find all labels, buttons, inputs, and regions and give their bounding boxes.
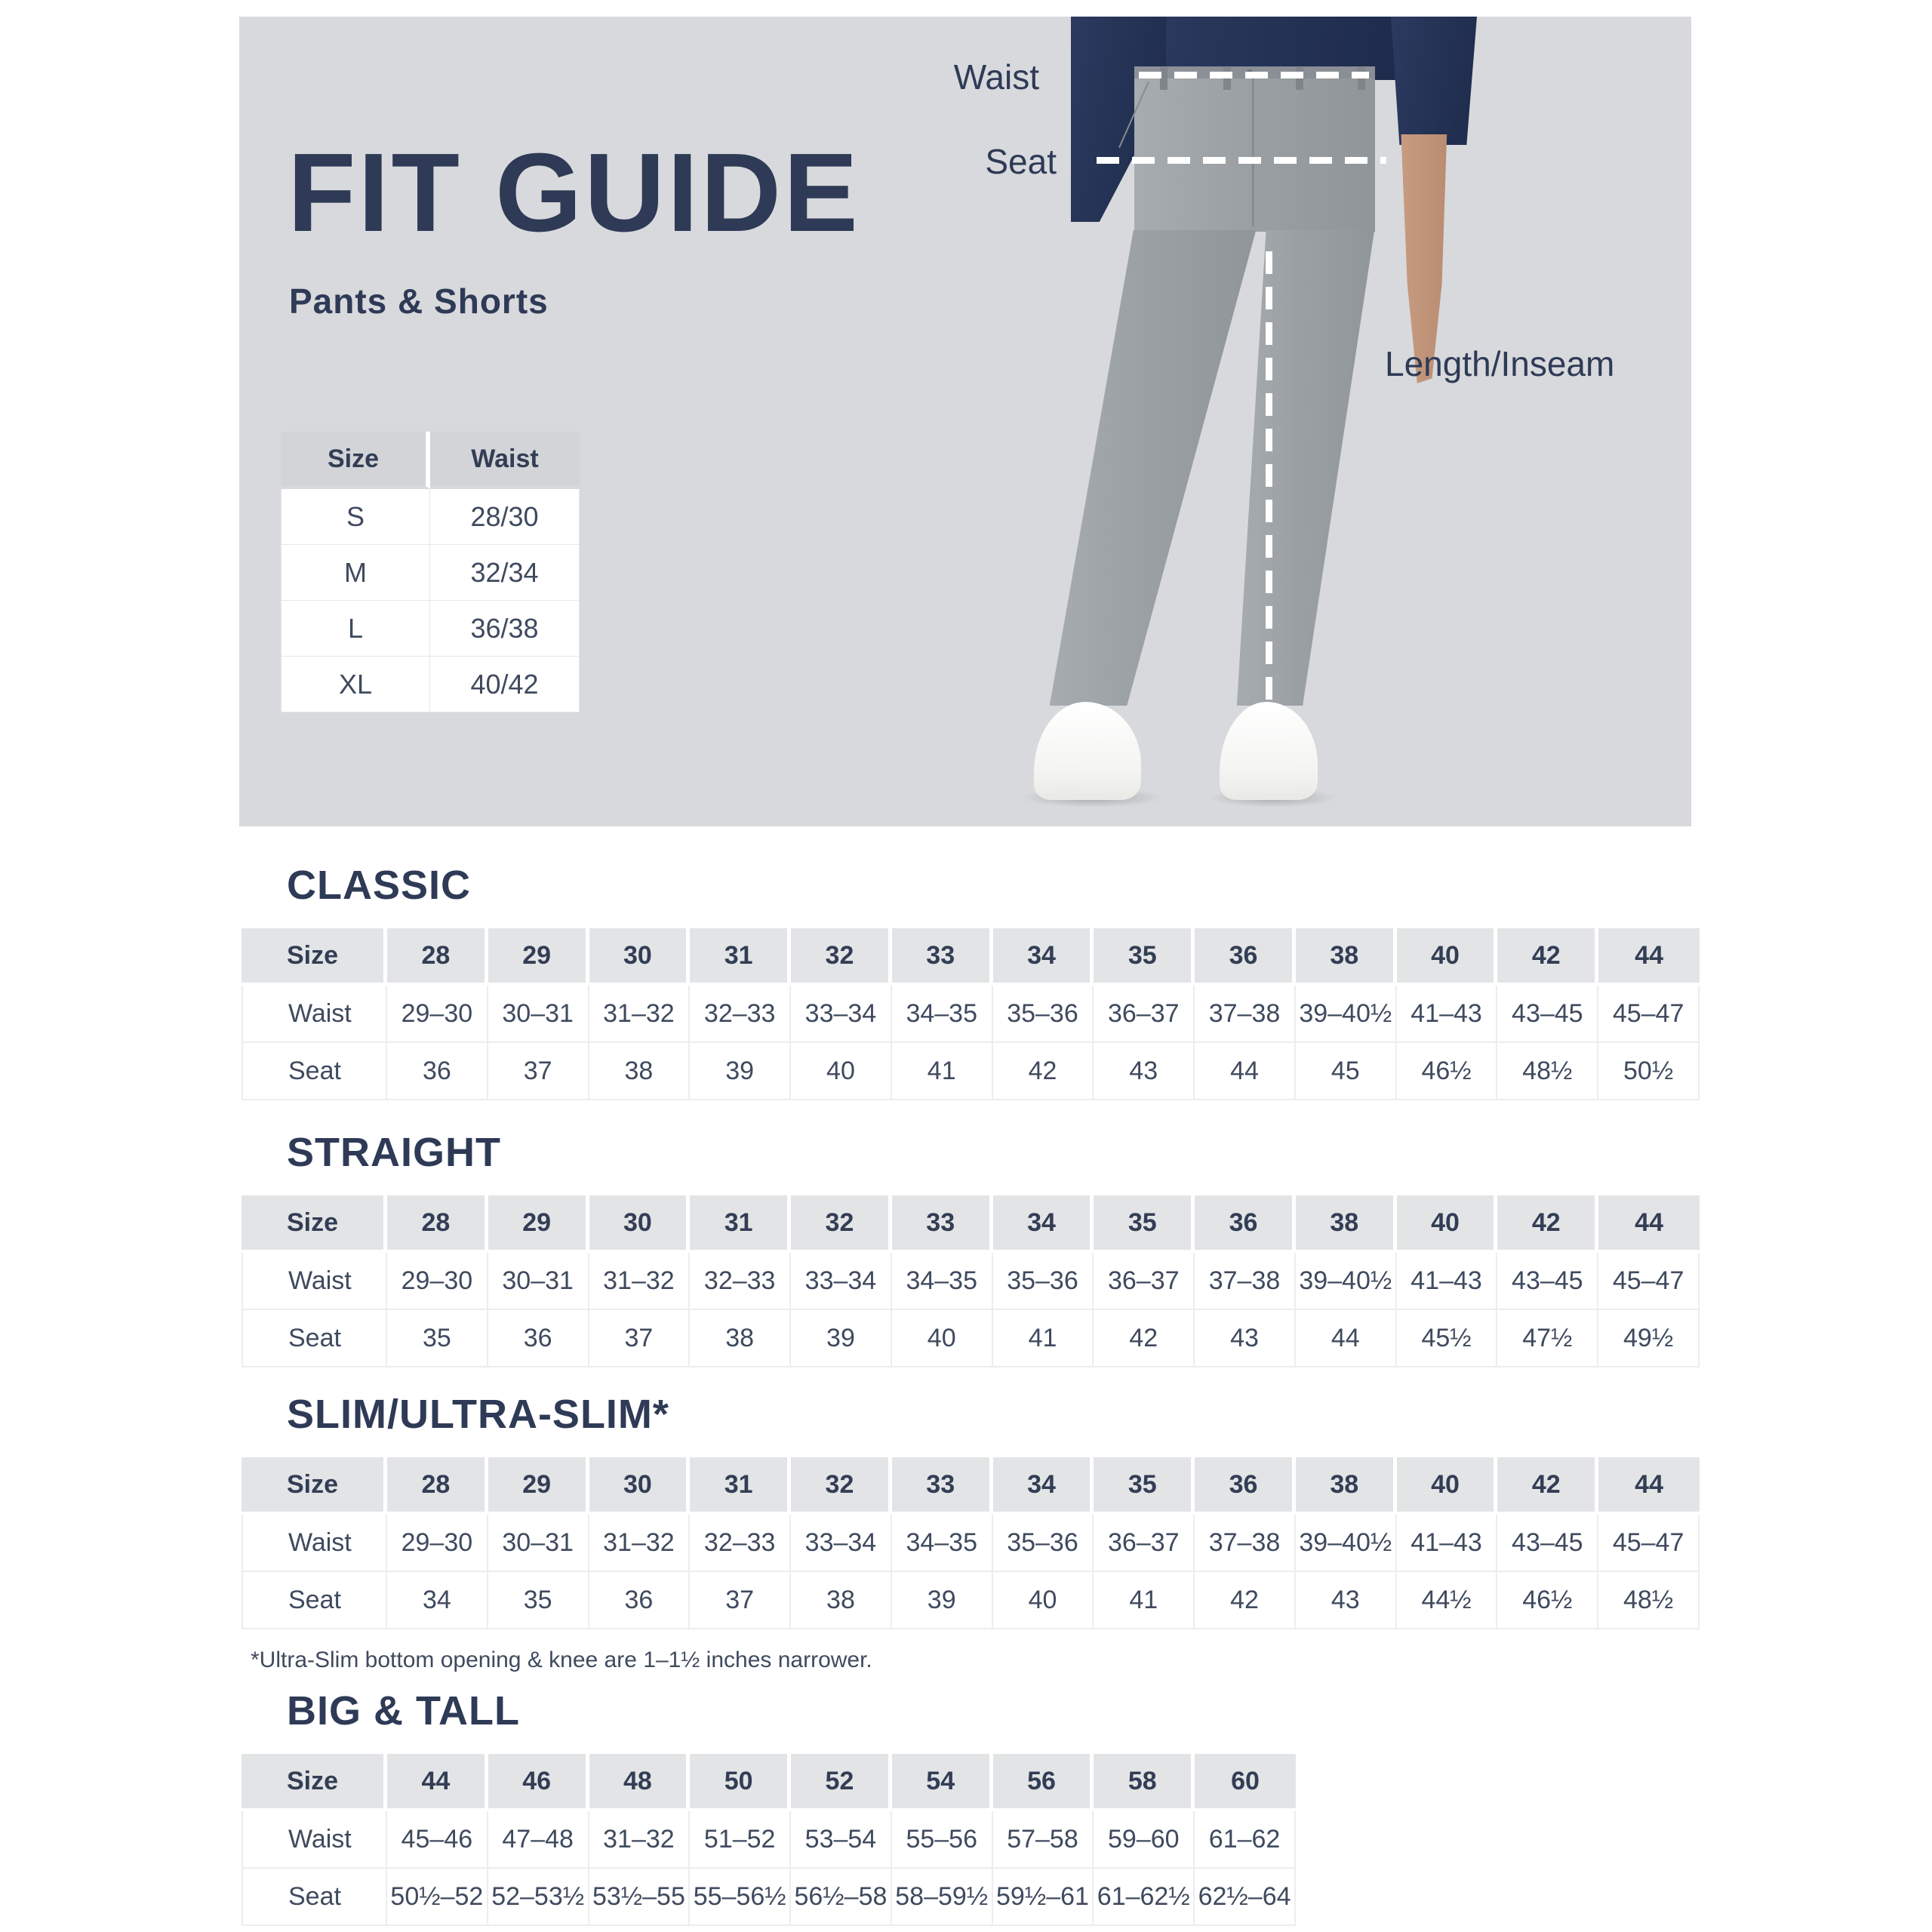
seat-cell: 42 bbox=[1094, 1310, 1195, 1367]
seat-cell: 43 bbox=[1296, 1572, 1397, 1629]
seat-cell: 44 bbox=[1296, 1310, 1397, 1367]
size-waist-header-cell: Size bbox=[281, 432, 430, 489]
size-row-label: Size bbox=[242, 1754, 387, 1811]
seat-cell: 39 bbox=[892, 1572, 993, 1629]
inseam-annotation-label: Length/Inseam bbox=[1385, 344, 1615, 383]
size-header-cell: 32 bbox=[791, 1195, 892, 1253]
size-header-cell: 31 bbox=[690, 1195, 791, 1253]
slim-ultra-slim-size-table bbox=[242, 1457, 1700, 1629]
size-header-cell: 34 bbox=[993, 1195, 1094, 1253]
section-straight bbox=[242, 1129, 1700, 1367]
waist-cell: 41–43 bbox=[1397, 1515, 1498, 1572]
size-header-cell: 34 bbox=[993, 928, 1094, 986]
size-header-cell: 36 bbox=[1195, 1195, 1296, 1253]
seat-cell: 36 bbox=[488, 1310, 589, 1367]
size-row-label: Size bbox=[242, 1195, 387, 1253]
size-header-cell: 35 bbox=[1094, 1457, 1195, 1515]
seat-row bbox=[242, 1043, 1700, 1100]
waist-cell: 33–34 bbox=[791, 1515, 892, 1572]
model-right-sleeve bbox=[1391, 17, 1477, 145]
model-left-leg bbox=[1045, 230, 1260, 706]
waist-cell: 37–38 bbox=[1195, 1253, 1296, 1310]
seat-cell: 50½ bbox=[1598, 1043, 1700, 1100]
seat-cell: 44½ bbox=[1397, 1572, 1498, 1629]
waist-cell: 39–40½ bbox=[1296, 986, 1397, 1043]
size-header-cell: 38 bbox=[1296, 928, 1397, 986]
seat-row-label: Seat bbox=[242, 1043, 387, 1100]
seat-cell: 61–62½ bbox=[1094, 1869, 1195, 1926]
belt-loop bbox=[1358, 67, 1365, 90]
section-title-big-and-tall: BIG & TALL bbox=[287, 1688, 520, 1734]
waist-row-label: Waist bbox=[242, 1253, 387, 1310]
seat-cell: 45 bbox=[1296, 1043, 1397, 1100]
seat-cell: 38 bbox=[589, 1043, 691, 1100]
seat-cell: 47½ bbox=[1497, 1310, 1598, 1367]
waist-cell: 39–40½ bbox=[1296, 1515, 1397, 1572]
seat-measure-line bbox=[1097, 157, 1386, 164]
size-value-cell: M bbox=[281, 545, 430, 601]
waist-cell: 31–32 bbox=[589, 1253, 691, 1310]
size-header-row bbox=[242, 1195, 1700, 1253]
seat-cell: 41 bbox=[892, 1043, 993, 1100]
size-header-cell: 44 bbox=[387, 1754, 488, 1811]
seat-cell: 43 bbox=[1195, 1310, 1296, 1367]
waist-cell: 36–37 bbox=[1094, 986, 1195, 1043]
size-header-cell: 28 bbox=[387, 1195, 488, 1253]
waist-cell: 36–37 bbox=[1094, 1253, 1195, 1310]
size-header-cell: 33 bbox=[892, 1195, 993, 1253]
waist-cell: 30–31 bbox=[488, 1515, 589, 1572]
size-waist-header-cell: Waist bbox=[430, 432, 580, 489]
size-header-cell: 30 bbox=[589, 928, 691, 986]
seat-cell: 49½ bbox=[1598, 1310, 1700, 1367]
waist-cell: 43–45 bbox=[1497, 1515, 1598, 1572]
size-header-cell: 32 bbox=[791, 1457, 892, 1515]
size-header-cell: 42 bbox=[1497, 928, 1598, 986]
size-header-row bbox=[242, 1754, 1296, 1811]
size-header-cell: 34 bbox=[993, 1457, 1094, 1515]
section-big-and-tall bbox=[242, 1687, 1296, 1926]
size-header-cell: 52 bbox=[791, 1754, 892, 1811]
seat-cell: 35 bbox=[488, 1572, 589, 1629]
seat-cell: 38 bbox=[690, 1310, 791, 1367]
seat-row bbox=[242, 1572, 1700, 1629]
size-header-cell: 29 bbox=[488, 1195, 589, 1253]
size-row-label: Size bbox=[242, 928, 387, 986]
measurement-table bbox=[242, 928, 1700, 1100]
seat-cell: 36 bbox=[589, 1572, 691, 1629]
classic-size-table bbox=[242, 928, 1700, 1100]
waist-cell: 33–34 bbox=[791, 986, 892, 1043]
seat-cell: 56½–58 bbox=[791, 1869, 892, 1926]
waist-cell: 53–54 bbox=[791, 1811, 892, 1869]
seat-row-label: Seat bbox=[242, 1310, 387, 1367]
waist-measure-line bbox=[1139, 72, 1369, 78]
waist-cell: 43–45 bbox=[1497, 986, 1598, 1043]
measurement-table bbox=[242, 1457, 1700, 1629]
size-value-cell: L bbox=[281, 601, 430, 657]
waist-value-cell: 28/30 bbox=[430, 489, 580, 545]
waist-cell: 36–37 bbox=[1094, 1515, 1195, 1572]
model-pants-hip bbox=[1134, 66, 1375, 232]
seat-cell: 48½ bbox=[1497, 1043, 1598, 1100]
size-header-cell: 46 bbox=[488, 1754, 589, 1811]
size-header-cell: 29 bbox=[488, 928, 589, 986]
seat-cell: 42 bbox=[993, 1043, 1094, 1100]
size-header-row bbox=[242, 1457, 1700, 1515]
size-header-cell: 28 bbox=[387, 928, 488, 986]
model-right-shoe bbox=[1220, 702, 1318, 800]
size-header-cell: 28 bbox=[387, 1457, 488, 1515]
waist-row bbox=[242, 1811, 1296, 1869]
waist-cell: 31–32 bbox=[589, 1515, 691, 1572]
seat-cell: 50½–52 bbox=[387, 1869, 488, 1926]
seat-cell: 53½–55 bbox=[589, 1869, 691, 1926]
size-header-cell: 42 bbox=[1497, 1195, 1598, 1253]
seat-cell: 62½–64 bbox=[1195, 1869, 1296, 1926]
seat-cell: 39 bbox=[690, 1043, 791, 1100]
size-header-cell: 30 bbox=[589, 1195, 691, 1253]
waist-cell: 47–48 bbox=[488, 1811, 589, 1869]
seat-row bbox=[242, 1869, 1296, 1926]
seat-cell: 58–59½ bbox=[892, 1869, 993, 1926]
waist-cell: 35–36 bbox=[993, 1253, 1094, 1310]
waist-cell: 32–33 bbox=[690, 1253, 791, 1310]
size-header-cell: 58 bbox=[1094, 1754, 1195, 1811]
belt-loop bbox=[1223, 67, 1231, 90]
seat-cell: 39 bbox=[791, 1310, 892, 1367]
size-header-cell: 60 bbox=[1195, 1754, 1296, 1811]
waist-cell: 37–38 bbox=[1195, 1515, 1296, 1572]
size-value-cell: S bbox=[281, 489, 430, 545]
section-title-straight: STRAIGHT bbox=[287, 1130, 501, 1175]
waist-cell: 37–38 bbox=[1195, 986, 1296, 1043]
size-header-cell: 44 bbox=[1598, 928, 1700, 986]
ultra-slim-footnote: *Ultra-Slim bottom opening & knee are 1–1½ inches narrower. bbox=[251, 1647, 872, 1672]
waist-row bbox=[242, 986, 1700, 1043]
seat-cell: 40 bbox=[892, 1310, 993, 1367]
seat-cell: 45½ bbox=[1397, 1310, 1498, 1367]
page-title: FIT GUIDE bbox=[288, 131, 860, 255]
size-header-cell: 56 bbox=[993, 1754, 1094, 1811]
seat-cell: 38 bbox=[791, 1572, 892, 1629]
pants-fly-seam bbox=[1252, 78, 1254, 226]
seat-cell: 44 bbox=[1195, 1043, 1296, 1100]
waist-cell: 51–52 bbox=[690, 1811, 791, 1869]
size-header-cell: 50 bbox=[690, 1754, 791, 1811]
size-header-cell: 42 bbox=[1497, 1457, 1598, 1515]
size-row-label: Size bbox=[242, 1457, 387, 1515]
seat-cell: 35 bbox=[387, 1310, 488, 1367]
seat-cell: 41 bbox=[1094, 1572, 1195, 1629]
model-right-leg bbox=[1232, 230, 1379, 706]
seat-cell: 37 bbox=[589, 1310, 691, 1367]
hero-banner bbox=[239, 17, 1691, 826]
model-left-shoe bbox=[1034, 702, 1141, 800]
waist-cell: 35–36 bbox=[993, 986, 1094, 1043]
size-header-cell: 33 bbox=[892, 928, 993, 986]
waist-cell: 45–47 bbox=[1598, 1515, 1700, 1572]
waist-cell: 29–30 bbox=[387, 1253, 488, 1310]
section-classic bbox=[242, 862, 1700, 1100]
waist-value-cell: 36/38 bbox=[430, 601, 580, 657]
size-header-cell: 35 bbox=[1094, 1195, 1195, 1253]
waist-cell: 45–46 bbox=[387, 1811, 488, 1869]
size-value-cell: XL bbox=[281, 657, 430, 712]
waist-cell: 30–31 bbox=[488, 1253, 589, 1310]
waist-cell: 34–35 bbox=[892, 1515, 993, 1572]
waist-cell: 41–43 bbox=[1397, 986, 1498, 1043]
size-header-cell: 32 bbox=[791, 928, 892, 986]
waist-cell: 29–30 bbox=[387, 1515, 488, 1572]
section-title-classic: CLASSIC bbox=[287, 863, 472, 908]
size-header-cell: 38 bbox=[1296, 1195, 1397, 1253]
seat-cell: 52–53½ bbox=[488, 1869, 589, 1926]
size-header-cell: 29 bbox=[488, 1457, 589, 1515]
waist-cell: 33–34 bbox=[791, 1253, 892, 1310]
size-header-cell: 36 bbox=[1195, 928, 1296, 986]
waist-cell: 31–32 bbox=[589, 986, 691, 1043]
page-subtitle: Pants & Shorts bbox=[289, 281, 549, 321]
seat-cell: 40 bbox=[791, 1043, 892, 1100]
waist-annotation-label: Waist bbox=[953, 57, 1039, 97]
waist-cell: 32–33 bbox=[690, 986, 791, 1043]
seat-cell: 59½–61 bbox=[993, 1869, 1094, 1926]
straight-size-table bbox=[242, 1195, 1700, 1367]
seat-cell: 46½ bbox=[1397, 1043, 1498, 1100]
size-header-cell: 48 bbox=[589, 1754, 691, 1811]
seat-row bbox=[242, 1310, 1700, 1367]
size-header-cell: 33 bbox=[892, 1457, 993, 1515]
waist-cell: 55–56 bbox=[892, 1811, 993, 1869]
seat-cell: 46½ bbox=[1497, 1572, 1598, 1629]
size-header-cell: 40 bbox=[1397, 928, 1498, 986]
seat-cell: 42 bbox=[1195, 1572, 1296, 1629]
waist-row-label: Waist bbox=[242, 1515, 387, 1572]
waist-cell: 35–36 bbox=[993, 1515, 1094, 1572]
waist-cell: 45–47 bbox=[1598, 986, 1700, 1043]
seat-row-label: Seat bbox=[242, 1572, 387, 1629]
seat-cell: 40 bbox=[993, 1572, 1094, 1629]
size-header-cell: 44 bbox=[1598, 1195, 1700, 1253]
seat-row-label: Seat bbox=[242, 1869, 387, 1926]
seat-cell: 36 bbox=[387, 1043, 488, 1100]
waist-row bbox=[242, 1253, 1700, 1310]
size-header-row bbox=[242, 928, 1700, 986]
belt-loop bbox=[1160, 67, 1168, 90]
seat-cell: 37 bbox=[488, 1043, 589, 1100]
seat-cell: 55–56½ bbox=[690, 1869, 791, 1926]
seat-annotation-label: Seat bbox=[985, 142, 1057, 181]
waist-value-cell: 32/34 bbox=[430, 545, 580, 601]
seat-cell: 43 bbox=[1094, 1043, 1195, 1100]
waist-cell: 29–30 bbox=[387, 986, 488, 1043]
waist-cell: 43–45 bbox=[1497, 1253, 1598, 1310]
size-header-cell: 40 bbox=[1397, 1457, 1498, 1515]
waist-row-label: Waist bbox=[242, 1811, 387, 1869]
inseam-measure-line bbox=[1266, 251, 1272, 704]
waist-cell: 61–62 bbox=[1195, 1811, 1296, 1869]
size-header-cell: 38 bbox=[1296, 1457, 1397, 1515]
model-photo bbox=[239, 17, 1691, 826]
seat-cell: 41 bbox=[993, 1310, 1094, 1367]
size-header-cell: 44 bbox=[1598, 1457, 1700, 1515]
waist-cell: 32–33 bbox=[690, 1515, 791, 1572]
big-and-tall-size-table bbox=[242, 1754, 1296, 1926]
section-title-slim-ultra-slim: SLIM/ULTRA-SLIM* bbox=[287, 1392, 669, 1437]
size-header-cell: 40 bbox=[1397, 1195, 1498, 1253]
seat-cell: 34 bbox=[387, 1572, 488, 1629]
size-header-cell: 54 bbox=[892, 1754, 993, 1811]
waist-row bbox=[242, 1515, 1700, 1572]
waist-cell: 34–35 bbox=[892, 986, 993, 1043]
seat-cell: 37 bbox=[690, 1572, 791, 1629]
waist-cell: 31–32 bbox=[589, 1811, 691, 1869]
waist-cell: 59–60 bbox=[1094, 1811, 1195, 1869]
waist-cell: 41–43 bbox=[1397, 1253, 1498, 1310]
belt-loop bbox=[1296, 67, 1303, 90]
waist-cell: 34–35 bbox=[892, 1253, 993, 1310]
seat-cell: 48½ bbox=[1598, 1572, 1700, 1629]
measurement-table bbox=[242, 1195, 1700, 1367]
size-header-cell: 36 bbox=[1195, 1457, 1296, 1515]
size-header-cell: 30 bbox=[589, 1457, 691, 1515]
size-header-cell: 31 bbox=[690, 928, 791, 986]
size-header-cell: 35 bbox=[1094, 928, 1195, 986]
waist-cell: 45–47 bbox=[1598, 1253, 1700, 1310]
waist-cell: 57–58 bbox=[993, 1811, 1094, 1869]
section-slim-ultra-slim bbox=[242, 1391, 1700, 1673]
size-header-cell: 31 bbox=[690, 1457, 791, 1515]
waist-row-label: Waist bbox=[242, 986, 387, 1043]
waist-value-cell: 40/42 bbox=[430, 657, 580, 712]
waist-cell: 39–40½ bbox=[1296, 1253, 1397, 1310]
measurement-table bbox=[242, 1754, 1296, 1926]
waist-cell: 30–31 bbox=[488, 986, 589, 1043]
